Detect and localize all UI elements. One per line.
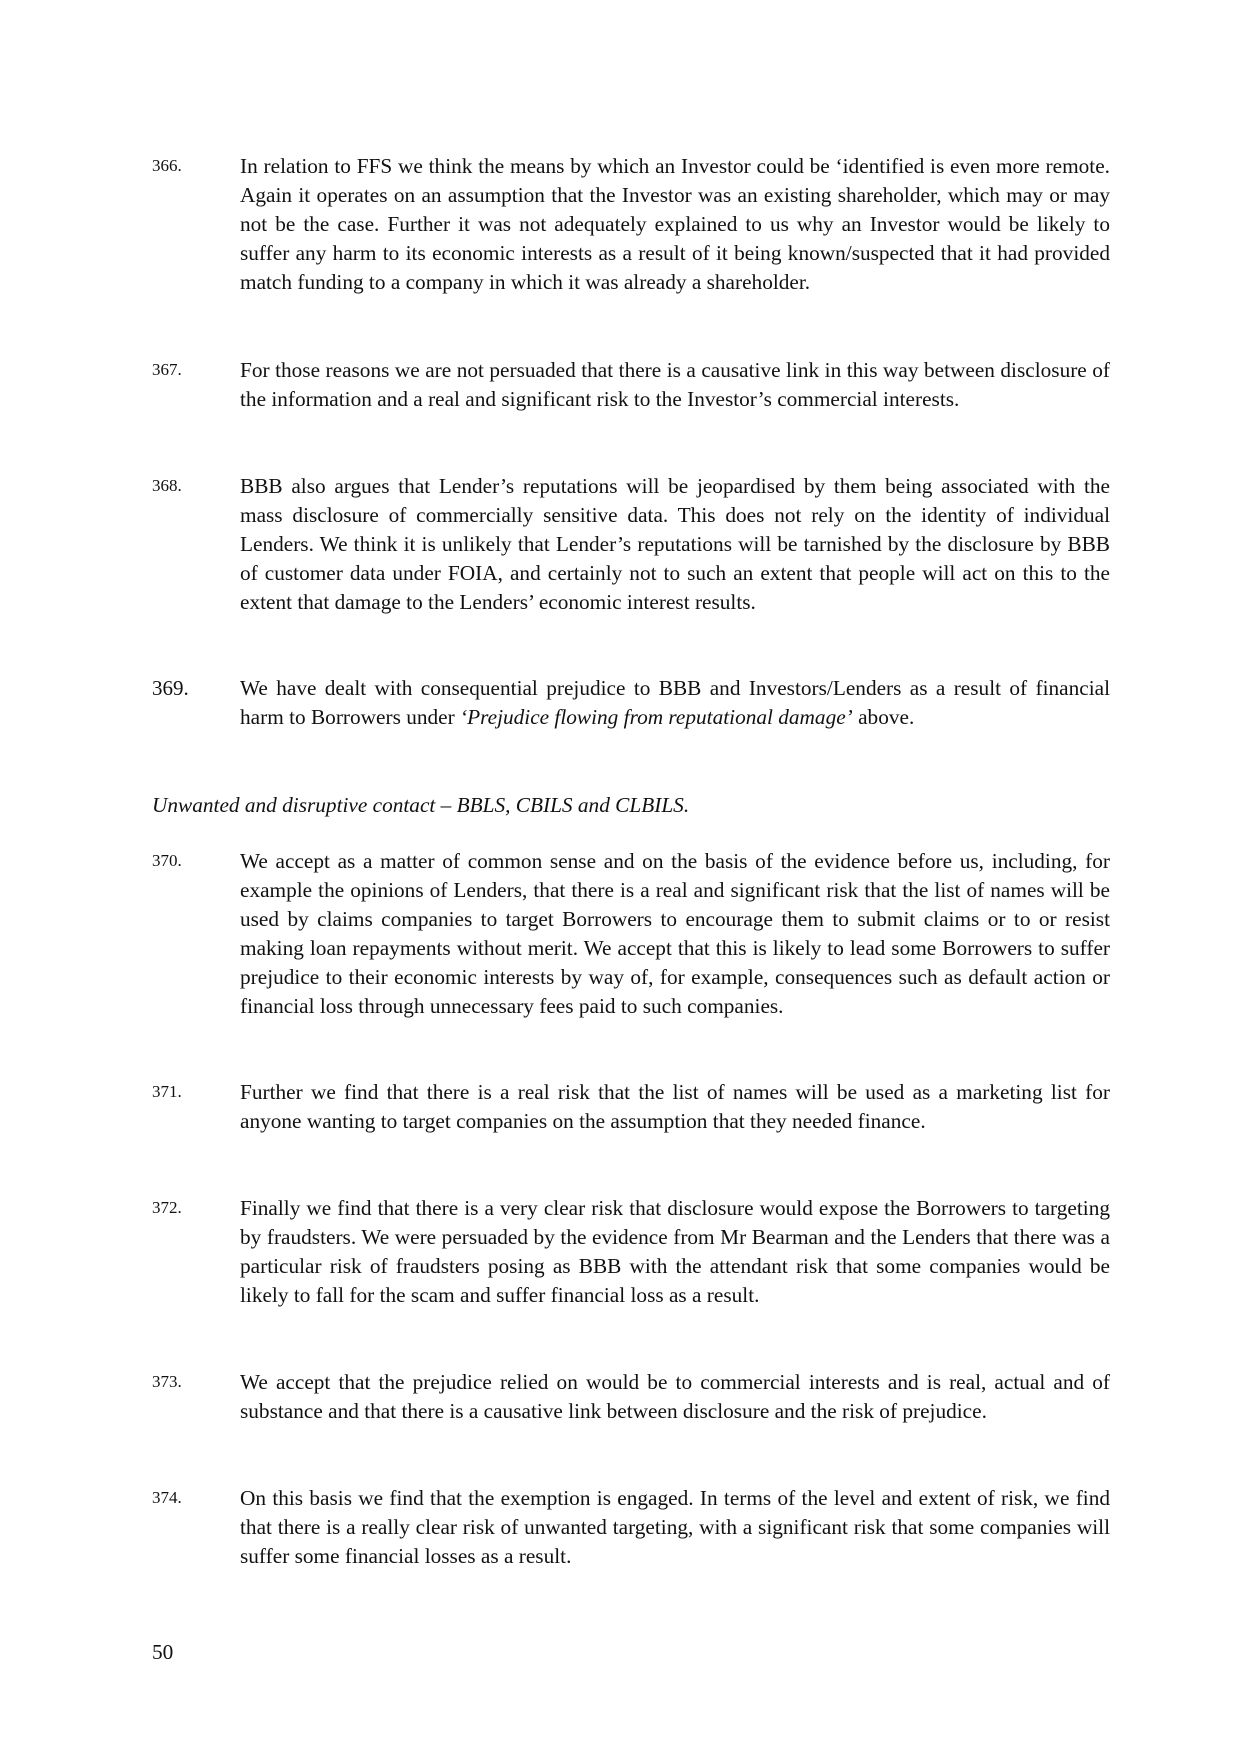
paragraph-text: BBB also argues that Lender’s reputations will be jeopardised by them being associated with the mass disclosure of commercially sensitive data. This does not rely on the identity of individual Lenders. We think it is unlikely that Lender’s reputations will be tarnished by the disclosure by BBB of customer data under FOIA, and certainly not to such an extent that people will act on this to the extent that damage to the Lenders’ economic interest results.	[240, 474, 1110, 614]
paragraph-number: 374.	[152, 1488, 182, 1507]
paragraph-number: 371.	[152, 1082, 182, 1101]
page-number: 50	[152, 1640, 174, 1664]
paragraph-number: 370.	[152, 851, 182, 870]
paragraph-text: We accept as a matter of common sense and on the basis of the evidence before us, including, for example the opinions of Lenders, that there is a real and significant risk that the list of names will be used by claims companies to target Borrowers to encourage them to submit claims or to or resist making loan repayments without merit. We accept that this is likely to lead some Borrowers to suffer prejudice to their economic interests by way of, for example, consequences such as default action or financial loss through unnecessary fees paid to such companies.	[240, 849, 1110, 1018]
paragraph-text: For those reasons we are not persuaded that there is a causative link in this way between disclosure of the information and a real and significant risk to the Investor’s commercial interests.	[240, 358, 1110, 411]
cross-reference-italic: ‘Prejudice flowing from reputational damage’	[460, 704, 853, 729]
paragraph-text: Further we find that there is a real risk that the list of names will be used as a marketing list for anyone wanting to target companies on the assumption that they needed finance.	[240, 1080, 1110, 1133]
paragraph-text: In relation to FFS we think the means by which an Investor could be ‘identified is even more remote. Again it operates on an assumption that the Investor was an existing shareholder, which may or may not be the case. Further it was not adequately explained to us why an Investor would be likely to suffer any harm to its economic interests as a result of it being known/suspected that it had provided match funding to a company in which it was already a shareholder.	[240, 154, 1110, 294]
section-heading: Unwanted and disruptive contact – BBLS, CBILS and CLBILS.	[152, 793, 690, 817]
paragraph-number: 369.	[152, 676, 189, 700]
text-before: We have dealt with consequential prejudice to BBB and Investors/Lenders as a result of financial harm to Borrowers under	[240, 676, 1110, 729]
paragraph-number: 366.	[152, 156, 182, 175]
paragraph-text: We accept that the prejudice relied on would be to commercial interests and is real, actual and of substance and that there is a causative link between disclosure and the risk of prejudice.	[240, 1370, 1110, 1423]
paragraph-number: 368.	[152, 476, 182, 495]
text-after: above.	[852, 704, 915, 729]
paragraph-number: 367.	[152, 360, 182, 379]
paragraph-number: 373.	[152, 1372, 182, 1391]
paragraph-number: 372.	[152, 1198, 182, 1217]
paragraph-text	[240, 674, 1110, 732]
paragraph-text: On this basis we find that the exemption is engaged. In terms of the level and extent of risk, we find that there is a really clear risk of unwanted targeting, with a significant risk that some companies will suffer some financial losses as a result.	[240, 1486, 1110, 1568]
paragraph-text: Finally we find that there is a very clear risk that disclosure would expose the Borrowers to targeting by fraudsters. We were persuaded by the evidence from Mr Bearman and the Lenders that there was a particular risk of fraudsters posing as BBB with the attendant risk that some companies would be likely to fall for the scam and suffer financial loss as a result.	[240, 1196, 1110, 1307]
